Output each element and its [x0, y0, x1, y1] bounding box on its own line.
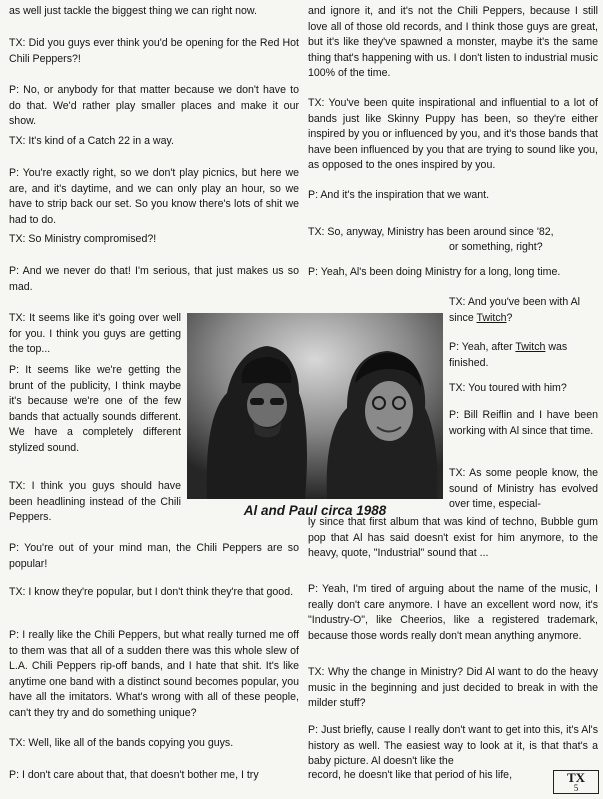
page-number-badge [553, 770, 599, 794]
right-paragraph: TX: You've been quite inspirational and influential to a lot of bands just like Skinny Puppy has been, so they're either inspired by you or influenced by you, and it's those bands that have been influenced by you that are trying to sound like you, as opposed to the ones inspired by you. [308, 97, 598, 172]
left-paragraph: TX: I think you guys should have been headlining instead of the Chili Peppers. [9, 480, 181, 524]
right-paragraph: P: Yeah, after Twitch was finished. [449, 341, 568, 369]
left-paragraph: P: You're exactly right, so we don't play picnics, but here we are, and it's daytime, and we can only play an hour, so we have to strip back our set. So you know there's lots of shit we had to do. [9, 167, 299, 226]
twitch-reference: Twitch [476, 311, 507, 324]
left-paragraph: P: No, or anybody for that matter because we don't have to do that. We'd rather play smaller places and make it our show. [9, 84, 299, 128]
right-paragraph: P: Bill Reiflin and I have been working with Al since that time. [449, 409, 598, 437]
left-paragraph: P: I really like the Chili Peppers, but what really turned me off to them was that all of a sudden there was this whole slew of L.A. Chili Peppers rip-off bands, and I hate that shit. It's like anytime one band with a distinct sound becomes popular, you have all the imitators. What's wrong with all of these people, can't they try and do something unique? [9, 629, 299, 719]
photo-caption: Al and Paul circa 1988 [243, 503, 387, 518]
band-photo [187, 313, 443, 499]
right-paragraph: and ignore it, and it's not the Chili Peppers, because I still love all of those old records, and I think those guys are great, but it's like they've spawned a monster, maybe it's the same thing that's happening with us. I don't listen to industrial music 100% of the time. [308, 5, 598, 80]
right-paragraph-continuation: ly since that first album that was kind of techno, Bubble gum pop that Al has said doesn't exist for him anymore, to the heavy, quote, "Industrial" sound that ... [308, 516, 598, 560]
right-paragraph: TX: As some people know, the sound of Ministry has evolved over time, especial- [449, 467, 598, 511]
right-paragraph: TX: And you've been with Al since Twitch? [449, 296, 580, 324]
twitch-reference: Twitch [515, 341, 546, 353]
right-paragraph: TX: So, anyway, Ministry has been around since '82, [308, 226, 554, 238]
right-paragraph: TX: You toured with him? [449, 382, 567, 394]
left-paragraph: P: It seems like we're getting the brunt of the publicity, I think maybe it's because we're one of the few bands that actually sounds different. We have a completely different stylized sound. [9, 364, 181, 454]
left-paragraph: P: And we never do that! I'm serious, that just makes us so mad. [9, 265, 299, 293]
magazine-logo: TX [566, 770, 586, 785]
left-paragraph: as well just tackle the biggest thing we can right now. [9, 5, 257, 17]
left-paragraph: TX: It's kind of a Catch 22 in a way. [9, 135, 174, 147]
right-paragraph: P: And it's the inspiration that we want. [308, 189, 490, 201]
right-paragraph: P: Yeah, Al's been doing Ministry for a long, long time. [308, 266, 561, 278]
left-paragraph: TX: Did you guys ever think you'd be opening for the Red Hot Chili Peppers?! [9, 37, 299, 65]
right-paragraph-continuation: record, he doesn't like that period of his life, [308, 769, 513, 781]
left-paragraph: TX: Well, like all of the bands copying you guys. [9, 737, 234, 749]
left-paragraph: TX: So Ministry compromised?! [9, 233, 157, 245]
right-paragraph-continuation: or something, right? [449, 241, 543, 253]
left-paragraph: P: I don't care about that, that doesn't bother me, I try [9, 769, 259, 781]
page-number: 5 [573, 783, 579, 793]
right-paragraph: TX: Why the change in Ministry? Did Al want to do the heavy music in the beginning and just decided to break in with the milder stuff? [308, 666, 598, 710]
right-paragraph: P: Yeah, I'm tired of arguing about the name of the music, I really don't care anymore. I have an excellent word now, it's "Industry-O", like Cheerios, like a registered trademark, because those words really don't mean anything anymore. [308, 583, 598, 642]
left-paragraph: P: You're out of your mind man, the Chili Peppers are so popular! [9, 542, 299, 570]
left-paragraph: TX: It seems like it's going over well for you. I think you guys are getting the top... [9, 312, 181, 356]
right-paragraph: P: Just briefly, cause I really don't want to get into this, it's Al's history as well. The easiest way to look at it, is that that's a baby picture. Al doesn't like the [308, 724, 598, 768]
left-paragraph: TX: I know they're popular, but I don't think they're that good. [9, 586, 294, 598]
